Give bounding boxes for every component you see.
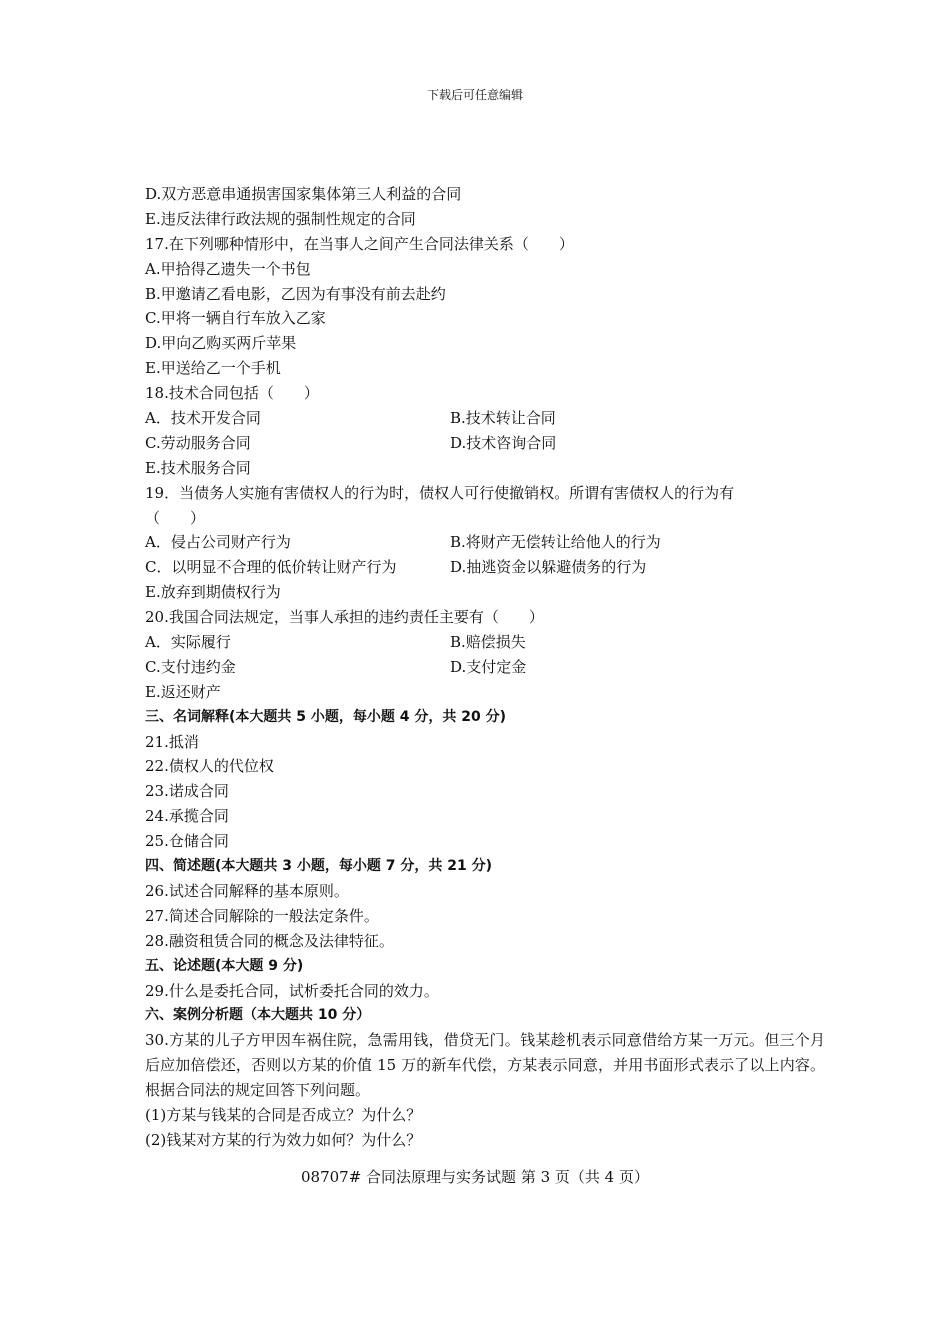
option-line: C.甲将一辆自行车放入乙家 — [145, 309, 326, 328]
option-c: C.劳动服务合同 — [145, 433, 251, 452]
option-row — [145, 630, 825, 655]
option-d: D.抽逃资金以躲避债务的行为 — [450, 558, 647, 577]
option-line: E.违反法律行政法规的强制性规定的合同 — [145, 209, 416, 228]
question-19-cont: （ ） — [145, 508, 206, 527]
page-header: 下载后可任意编辑 — [426, 88, 523, 102]
option-row — [145, 555, 825, 580]
option-row — [145, 406, 825, 431]
question-25: 25.仓储合同 — [145, 832, 229, 851]
option-line: D.双方恶意串通损害国家集体第三人利益的合同 — [145, 185, 462, 203]
section-heading: 五、论述题(本大题 9 分) — [145, 957, 304, 974]
option-b: B.将财产无偿转让给他人的行为 — [450, 533, 661, 552]
option-d: D.支付定金 — [450, 657, 527, 676]
option-line: B.甲邀请乙看电影，乙因为有事没有前去赴约 — [145, 284, 446, 303]
option-line: A.甲拾得乙遗失一个书包 — [145, 259, 311, 278]
section-heading: 六、案例分析题（本大题共 10 分） — [145, 1007, 371, 1024]
option-a: A．技术开发合同 — [145, 409, 261, 428]
option-line: E.放弃到期债权行为 — [145, 583, 281, 602]
question-28: 28.融资租赁合同的概念及法律特征。 — [145, 931, 394, 950]
question-22: 22.债权人的代位权 — [145, 757, 274, 776]
option-line: E.返还财产 — [145, 682, 221, 701]
question-29: 29.什么是委托合同，试析委托合同的效力。 — [145, 981, 439, 1000]
option-b: B.赔偿损失 — [450, 633, 526, 652]
section-heading: 三、名词解释(本大题共 5 小题，每小题 4 分，共 20 分) — [145, 708, 507, 725]
page-footer: 08707# 合同法原理与实务试题 第 3 页（共 4 页） — [301, 1168, 649, 1186]
sub-question: (1)方某与钱某的合同是否成立？为什么？ — [145, 1106, 422, 1124]
question-24: 24.承揽合同 — [145, 807, 229, 826]
option-row — [145, 655, 825, 680]
option-line: D.甲向乙购买两斤苹果 — [145, 334, 297, 353]
question-19: 19．当债务人实施有害债权人的行为时，债权人可行使撤销权。所谓有害债权人的行为有 — [145, 483, 735, 502]
question-17: 17.在下列哪种情形中，在当事人之间产生合同法律关系（ ） — [145, 234, 574, 253]
sub-question: (2)钱某对方某的行为效力如何？为什么？ — [145, 1130, 422, 1149]
question-21: 21.抵消 — [145, 732, 199, 751]
option-c: C.支付违约金 — [145, 657, 236, 676]
question-30: 30.方某的儿子方甲因车祸住院，急需用钱，借贷无门。钱某趁机表示同意借给方某一万元。但三个月后应加倍偿还，否则以方某的价值 15 万的新车代偿，方某表示同意，并用书面形式表示了以上内容。根据合同法的规定回答下列问题。 — [145, 1031, 825, 1100]
question-18: 18.技术合同包括（ ） — [145, 384, 319, 403]
option-a: A．侵占公司财产行为 — [145, 533, 291, 552]
document-body — [145, 182, 825, 1153]
option-c: C．以明显不合理的低价转让财产行为 — [145, 558, 397, 577]
option-line: E.甲送给乙一个手机 — [145, 359, 281, 378]
option-a: A．实际履行 — [145, 633, 231, 652]
question-26: 26.试述合同解释的基本原则。 — [145, 881, 349, 900]
option-row — [145, 530, 825, 555]
option-d: D.技术咨询合同 — [450, 433, 557, 452]
option-row — [145, 431, 825, 456]
section-heading: 四、简述题(本大题共 3 小题，每小题 7 分，共 21 分) — [145, 858, 493, 875]
question-20: 20.我国合同法规定，当事人承担的违约责任主要有（ ） — [145, 608, 544, 627]
option-line: E.技术服务合同 — [145, 458, 251, 477]
option-b: B.技术转让合同 — [450, 409, 556, 428]
question-23: 23.诺成合同 — [145, 782, 229, 801]
question-27: 27.简述合同解除的一般法定条件。 — [145, 906, 379, 925]
